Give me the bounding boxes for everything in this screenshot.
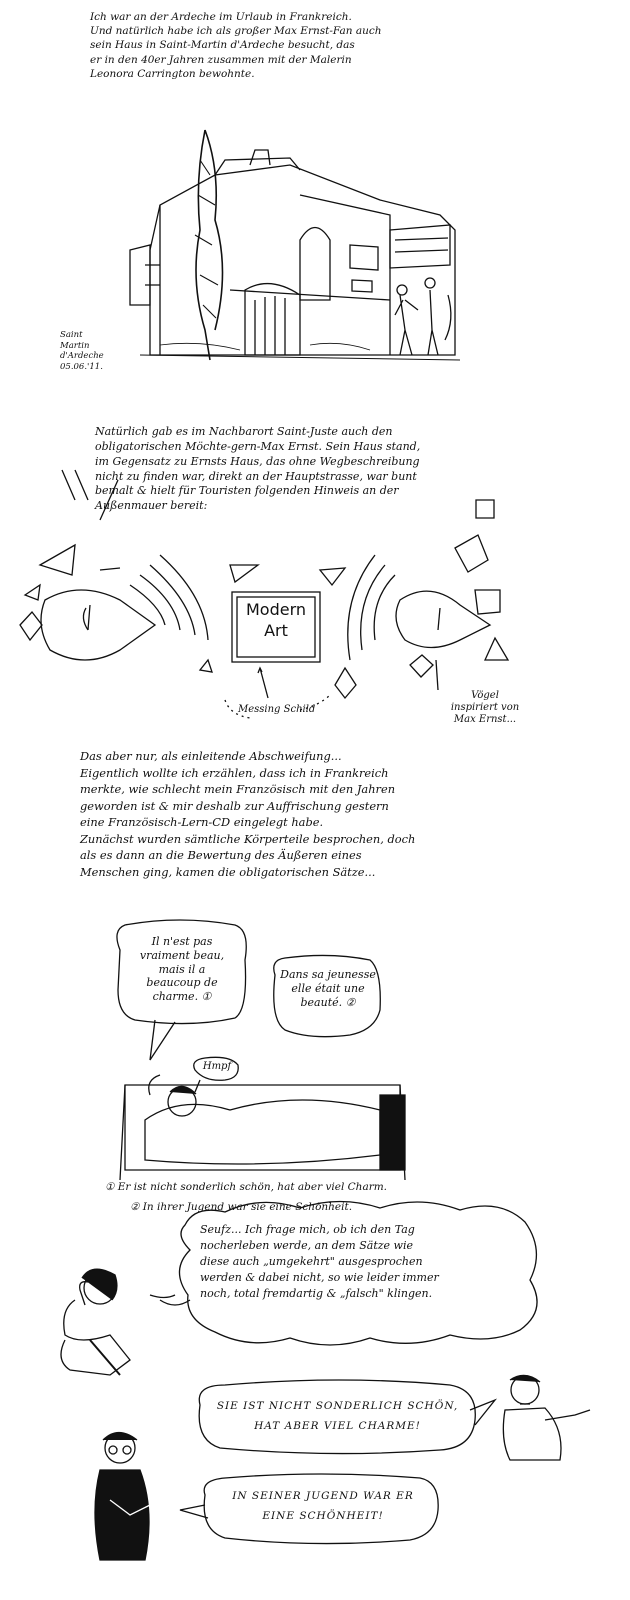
woman-thinking [61, 1269, 130, 1375]
hmpf-text: Hmpf [202, 1061, 232, 1072]
thought-text: Seufz... Ich frage mich, ob ich den Tag nocherleben werde, an dem Sätze wie diese auch „umgekehrt" ausgesprochen werden & dabei nicht, so wie leider immer noch, total fremdartig & „falsch" klingen. [200, 1223, 439, 1300]
bubble-1-text: Il n'est pas vraiment beau, mais il a beaucoup de charme. ① [139, 935, 225, 1003]
bubble-2-text: Dans sa jeunesse elle était une beauté. ② [280, 968, 376, 1009]
speech-4-line-2: EINE SCHÖNHEIT! [262, 1509, 384, 1522]
intro-paragraph: Ich war an der Ardeche im Urlaub in Frankreich. Und natürlich habe ich als großer Max Ernst-Fan auch sein Haus in Saint-Martin d'Ardeche besucht, das er in den 40er Jahren zusammen mit der Malerin Leonora Carrington bewohnte. [90, 11, 382, 80]
speech-3-line-1: SIE IST NICHT SONDERLICH SCHÖN, [216, 1400, 459, 1412]
woman-figure [95, 1433, 150, 1561]
man-figure [503, 1375, 590, 1460]
sofa-scene [120, 1057, 405, 1180]
label-brass-sign: Messing Schild [238, 704, 316, 715]
speech-3-text [205, 1397, 470, 1437]
sign-text [240, 600, 312, 642]
speech-4-line-1: IN SEINER JUGEND WAR ER [232, 1490, 414, 1502]
paragraph-french-cd: Das aber nur, als einleitende Abschweifung... Eigentlich wollte ich erzählen, dass ich in Frankreich merkte, wie schlecht mein Französisch mit den Jahren geworden ist & mir deshalb zur Auffrischung gestern eine Französisch-Lern-CD eingelegt habe. Zunächst wurden sämtliche Körperteile besprochen, doch als es dann an die Bewertung des Äußeren eines Menschen ging, kamen die obligatorischen Sätze... [80, 749, 416, 879]
footnote-2: ② In ihrer Jugend war sie eine Schönheit. [130, 1201, 353, 1213]
sign-line-2: Art [264, 620, 288, 640]
label-birds: Vögel inspiriert von Max Ernst... [450, 690, 520, 725]
house-sketch [130, 130, 460, 360]
speech-4-text [212, 1487, 434, 1527]
speech-3-line-2: HAT ABER VIEL CHARME! [254, 1419, 421, 1432]
sign-line-1: Modern [245, 600, 307, 619]
footnote-1: ① Er ist nicht sonderlich schön, hat aber viel Charm. [105, 1181, 388, 1193]
sketch-caption: Saint Martin d'Ardeche 05.06.'11. [60, 330, 104, 372]
paragraph-neighbor-village: Natürlich gab es im Nachbarort Saint-Juste auch den obligatorischen Möchte-gern-Max Ernst. Sein Haus stand, im Gegensatz zu Ernsts Haus, das ohne Wegbeschreibung nicht zu finden war, direkt an der Hauptstrasse, war bunt bemalt & hielt für Touristen folgenden Hinweis an der Außenmauer bereit: [95, 425, 421, 513]
